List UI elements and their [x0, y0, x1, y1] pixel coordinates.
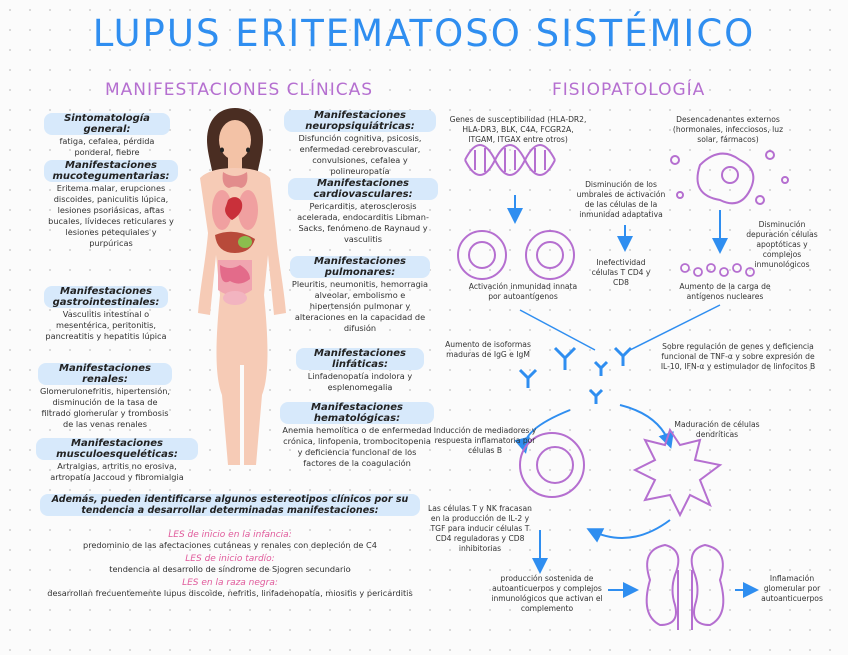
innate-text: Activación inmunidad innata por autoantígenos: [468, 282, 578, 301]
isoforms-text: Aumento de isoformas maduras de IgG e IgM: [445, 340, 531, 359]
sec-body: fatiga, cefalea, pérdida ponderal, fiebre: [59, 136, 155, 157]
sec-general: [44, 113, 170, 158]
sec-head: Manifestaciones mucotegumentarias:: [44, 160, 178, 182]
intro-text: Además, pueden identificarse algunos estereotipos clínicos por su tendencia a desarrollar determinadas manifestaciones:: [40, 494, 420, 516]
glomerular-text: Inflamación glomerular por autoanticuerpos: [761, 574, 823, 603]
sec-lymphatic: [296, 348, 424, 393]
human-body-illustration: [170, 100, 300, 490]
profile-text: tendencia al desarrollo de síndrome de Sjogren secundario: [109, 564, 351, 574]
sec-pulmonary: [290, 256, 430, 334]
clinical-heading: MANIFESTACIONES CLÍNICAS: [105, 80, 374, 100]
sec-head: Manifestaciones gastrointestinales:: [44, 286, 168, 308]
sec-head: Manifestaciones hematológicas:: [280, 402, 434, 424]
profile-list: [40, 530, 420, 599]
env-text: Desencadenantes externos (hormonales, infecciosos, luz solar, fármacos): [672, 115, 784, 144]
sec-head: Manifestaciones renales:: [38, 363, 172, 385]
page-title: LUPUS ERITEMATOSO SISTÉMICO: [92, 12, 756, 55]
sec-head: Sintomatología general:: [44, 113, 170, 135]
profile-label: LES de inicio tardío:: [185, 554, 275, 564]
sec-body: Anemia hemolítica o de enfermedad crónica, linfopenia, trombocitopenia y deficiencia funcional de los factores de la coagulación: [282, 425, 432, 468]
sec-cardio: [288, 178, 438, 245]
genes-text: Genes de susceptibilidad (HLA-DR2, HLA-DR3, BLK, C4A, FCGR2A, ITGAM, ITGAX entre otros): [449, 115, 587, 144]
ifn-text: Sobre regulación de genes y deficiencia funcional de TNF-α y sobre expresión de IL-10, IFN-α y estimulador de linfocitos B: [660, 342, 816, 371]
sec-neuro: [284, 110, 436, 177]
sec-head: Manifestaciones pulmonares:: [290, 256, 430, 278]
kidney-icon: [647, 545, 724, 630]
sec-body: Artralgias, artritis no erosiva, artropatía Jaccoud y fibromialgia: [50, 461, 184, 482]
sec-body: Disfunción cognitiva, psicosis, enfermedad cerebrovascular, convulsiones, cefalea y polineuropatía: [298, 133, 422, 176]
nuclear-text: Aumento de la carga de antígenos nucleares: [679, 282, 771, 301]
dendritic-cell-icon: [635, 430, 720, 515]
sec-body: Linfadenopatía indolora y esplenomegalia: [307, 371, 413, 392]
sec-hematologic: [280, 402, 434, 469]
dendritic-text: Maduración de células dendríticas: [674, 420, 760, 439]
sec-head: Manifestaciones linfáticas:: [296, 348, 424, 370]
profile-label: LES en la raza negra:: [182, 578, 278, 588]
sec-head: Manifestaciones musculoesqueléticas:: [36, 438, 198, 460]
sec-body: Pleuritis, neumonitis, hemorragia alveolar, embolismo e hipertensión pulmonar y alteraciones en la capacidad de difusión: [291, 279, 429, 333]
cell-icon: [671, 151, 788, 204]
tnk-text: Las células T y NK fracasan en la producción de IL-2 y TGF para inducir células T CD4 reguladoras y CD8 inhibitorias: [428, 504, 532, 553]
profile-text: desarrollan frecuentemente lupus discoide, nefritis, linfadenopatía, miositis y pericarditis: [47, 588, 413, 598]
sec-renal: [38, 363, 172, 430]
autoab-text: producción sostenida de autoanticuerpos y complejos inmunológicos que activan el complemento: [491, 574, 603, 613]
profile-text: predominio de las afectaciones cutáneas y renales con depleción de C4: [83, 540, 377, 550]
profile-label: LES de inicio en la infancia:: [168, 530, 292, 540]
sec-body: Pericarditis, aterosclerosis acelerada, endocarditis Libman-Sacks, fenómeno de Raynaud y vasculitis: [297, 201, 429, 244]
patho-heading: FISIOPATOLOGÍA: [552, 80, 706, 100]
mediators-text: Inducción de mediadores y respuesta inflamatoria por células B: [433, 426, 537, 455]
threshold-text: Disminución de los umbrales de activación de las células de la inmunidad adaptativa: [576, 180, 666, 219]
sec-body: Vasculitis intestinal o mesentérica, peritonitis, pancreatitis y hepatitis lúpica: [45, 309, 167, 341]
bottom-intro: [40, 494, 420, 517]
sec-head: Manifestaciones neuropsiquiátricas:: [284, 110, 436, 132]
sec-head: Manifestaciones cardiovasculares:: [288, 178, 438, 200]
dna-icon: [465, 145, 555, 175]
clearance-text: Disminución depuración células apoptóticas y complejos inmunológicos: [746, 220, 818, 269]
sec-mucotegumentary: [44, 160, 178, 249]
sec-body: Glomerulonefritis, hipertensión, disminución de la tasa de filtrado glomerular y trombosis de las venas renales: [39, 386, 171, 429]
sec-body: Eritema malar, erupciones discoides, paniculitis lúpica, lesiones psoriásicas, aftas bucales, lívideces reticulares y lesiones petequiales y purpúricas: [48, 183, 174, 248]
ineff-text: Inefectividad células T CD4 y CD8: [591, 258, 651, 287]
sec-gastro: [44, 286, 168, 342]
cell-icon: [458, 231, 574, 279]
